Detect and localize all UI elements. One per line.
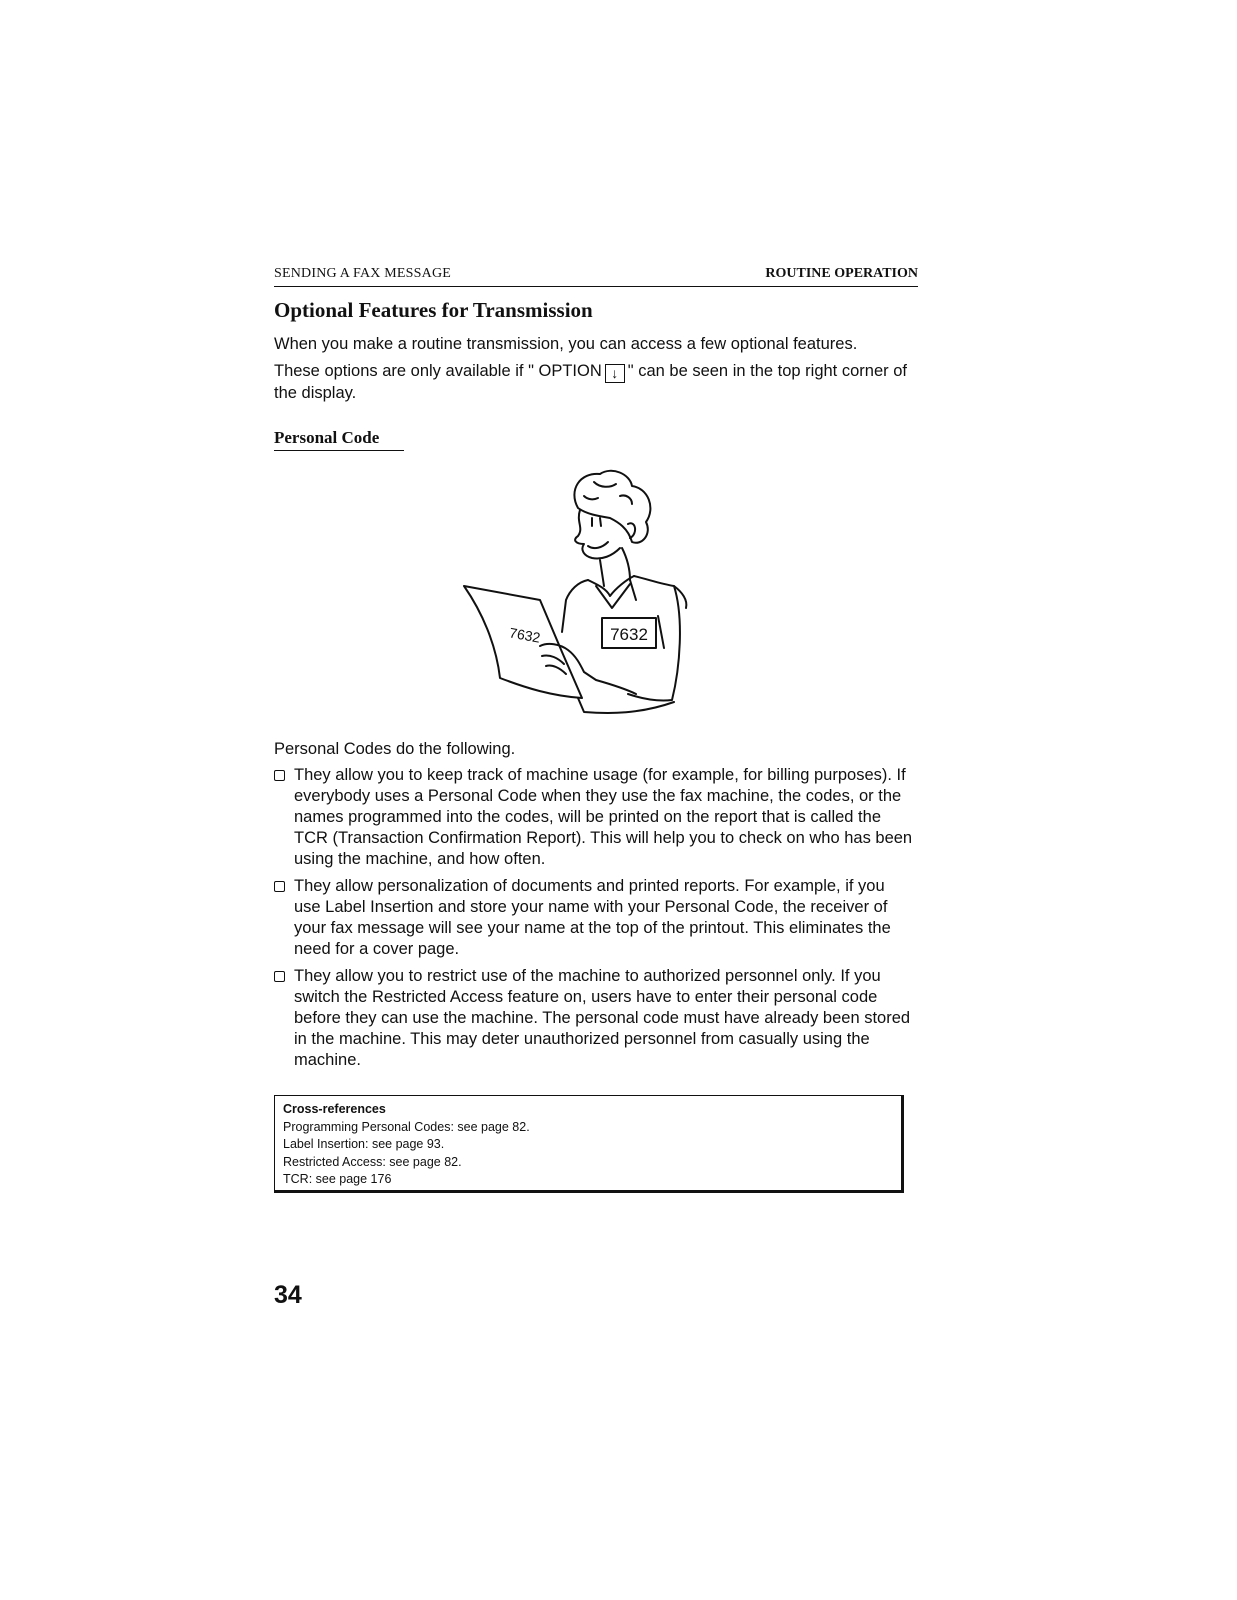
cross-reference-item: Programming Personal Codes: see page 82. [283,1119,530,1134]
checkbox-bullet-icon [274,971,285,982]
list-item [274,966,914,1071]
paper-code: 7632 [508,624,542,646]
list-item [274,876,914,960]
cross-references-box [274,1095,904,1193]
list-item-text: They allow you to keep track of machine usage (for example, for billing purposes). If everybody uses a Personal Code when they use the fax machine, the codes, or the names programmed into the codes, will be printed on the report that is called the TCR (Transaction Confirmation Report). This will help you to check on who has been using the machine, and how often. [294,766,913,868]
intro-text-before-key: These options are only available if " OPTION [274,362,602,380]
person-with-code-illustration [460,468,710,716]
badge-code: 7632 [610,625,648,644]
list-item-text: They allow you to restrict use of the machine to authorized personnel only. If you switch the Restricted Access feature on, users have to enter their personal code before they can use the machine. The personal code must have already been stored in the machine. This may deter unauthorized personnel from casually using the machine. [294,967,911,1069]
list-item [274,765,914,870]
subsection-title: Personal Code [274,428,404,451]
list-intro: Personal Codes do the following. [274,740,516,758]
intro-text-after-key: " can be seen in the top right corner of the display. [274,362,907,402]
down-arrow-key-icon: ↓ [605,364,625,383]
cross-reference-item: TCR: see page 176 [283,1172,392,1186]
intro-paragraph-1: When you make a routine transmission, you can access a few optional features. [274,335,858,353]
page-number: 34 [274,1281,302,1309]
running-header [274,264,918,287]
hair-outline [574,471,650,543]
intro-paragraph-2 [274,361,914,404]
cross-reference-item: Restricted Access: see page 82. [283,1154,462,1169]
section-title: Optional Features for Transmission [274,298,593,322]
list-item-text: They allow personalization of documents and printed reports. For example, if you use Label Insertion and store your name with your Personal Code, the receiver of your fax message will see your name at the top of the printout. This eliminates the need for a cover page. [294,877,891,958]
header-section-label: SENDING A FAX MESSAGE [274,266,452,281]
torso-outline [562,580,588,632]
checkbox-bullet-icon [274,881,285,892]
cross-reference-item: Label Insertion: see page 93. [283,1137,445,1151]
checkbox-bullet-icon [274,770,285,781]
cross-references-title: Cross-references [283,1102,386,1116]
hand-outline [540,644,636,694]
feature-list [274,765,914,1077]
header-chapter-label: ROUTINE OPERATION [765,266,918,281]
